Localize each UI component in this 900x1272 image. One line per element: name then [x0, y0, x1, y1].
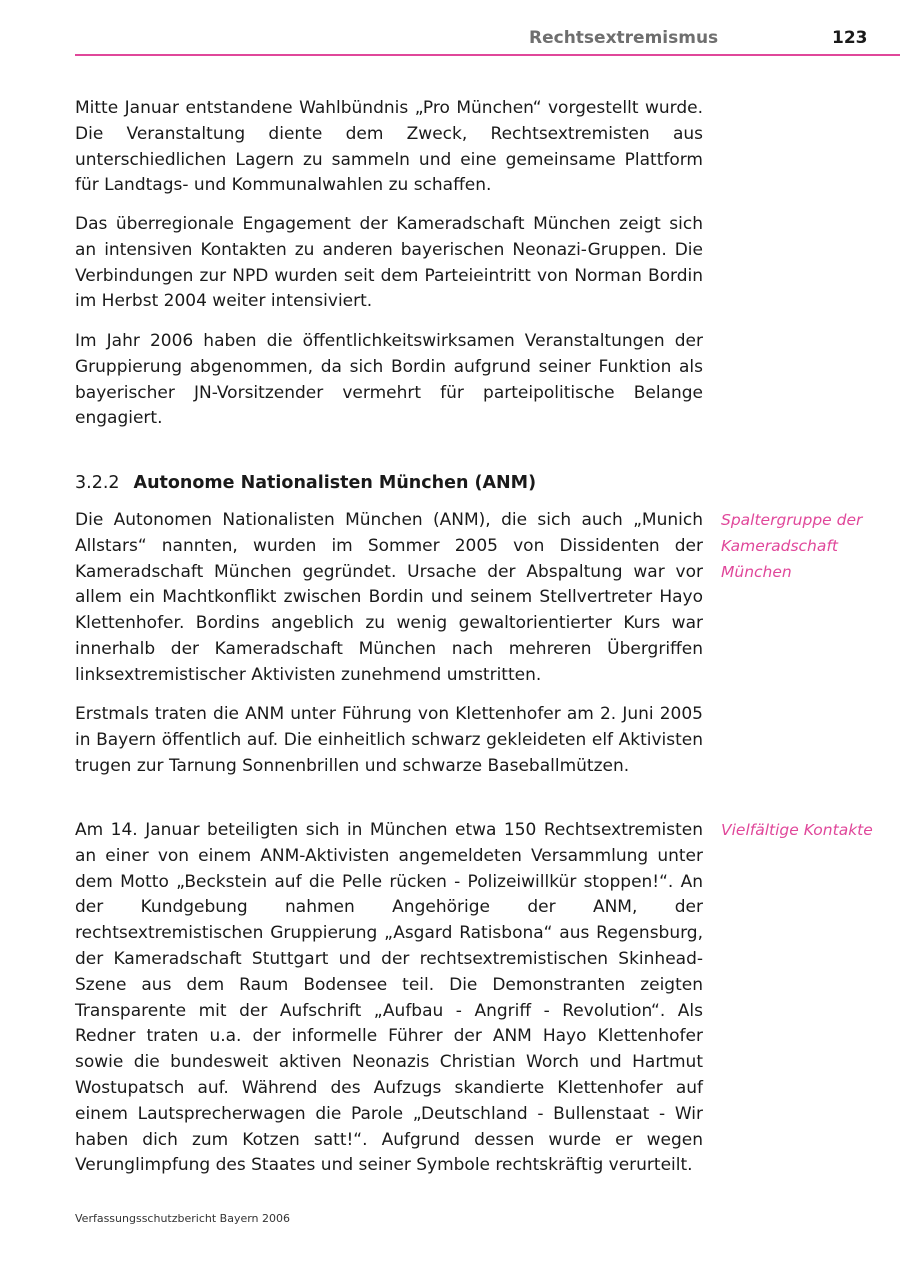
- section-title: Autonome Nationalisten München (ANM): [133, 473, 537, 493]
- paragraph-4: Die Autonomen Nationalisten München (ANM), die sich auch „Munich Allstars“ nannten, wurden im Sommer 2005 von Dissidenten der Kameradschaft München gegründet. Ursache der Abspaltung war vor allem ein Machtkonflikt zwischen Bordin und seinem Stellvertreter Hayo Klettenhofer. Bordins angeblich zu wenig gewaltorientierter Kurs war innerhalb der Kameradschaft München nach mehreren Übergriffen linksextremistischer Aktivisten zunehmend umstritten.: [75, 510, 703, 685]
- paragraph-5: Erstmals traten die ANM unter Führung von Klettenhofer am 2. Juni 2005 in Bayern öffentlich auf. Die einheitlich schwarz gekleideten elf Aktivisten trugen zur Tarnung Sonnenbrillen und schwarze Baseballmützen.: [75, 704, 703, 776]
- section-heading: [75, 470, 536, 496]
- running-header-title: Rechtsextremismus: [529, 28, 719, 48]
- paragraph-6: Am 14. Januar beteiligten sich in München etwa 150 Rechtsextremisten an einer von einem ANM-Aktivisten angemeldeten Versammlung unter dem Motto „Beckstein auf die Pelle rücken - Polizeiwillkür stoppen!“. An der Kundgebung nahmen Angehörige der ANM, der rechtsextremistischen Gruppierung „Asgard Ratisbona“ aus Regensburg, der Kameradschaft Stuttgart und der rechtsextremistischen Skinhead-Szene aus dem Raum Bodensee teil. Die Demonstranten zeigten Transparente mit der Aufschrift „Aufbau - Angriff - Revolution“. Als Redner traten u.a. der informelle Führer der ANM Hayo Klettenhofer sowie die bundesweit aktiven Neonazis Christian Worch und Hartmut Wostupatsch auf. Während des Aufzugs skandierte Klettenhofer auf einem Lautsprecherwagen die Parole „Deutschland - Bullenstaat - Wir haben dich zum Kotzen satt!“. Aufgrund dessen wurde er wegen Verunglimpfung des Staates und seiner Symbole rechtskräftig verurteilt.: [75, 820, 703, 1176]
- footer-text: Verfassungsschutzbericht Bayern 2006: [75, 1212, 291, 1225]
- paragraph-4-block: [75, 508, 703, 689]
- section-number: 3.2.2: [75, 473, 120, 493]
- paragraph-2: Das überregionale Engagement der Kameradschaft München zeigt sich an intensiven Kontakten zu anderen bayerischen Neonazi-Gruppen. Die Verbindungen zur NPD wurden seit dem Parteieintritt von Norman Bordin im Herbst 2004 weiter intensiviert.: [75, 214, 703, 312]
- header-rule: [75, 54, 900, 56]
- paragraph-2-block: [75, 212, 703, 315]
- paragraph-5-block: [75, 702, 703, 779]
- paragraph-1: Mitte Januar entstandene Wahlbündnis „Pro München“ vorgestellt wurde. Die Veranstaltung diente dem Zweck, Rechtsextremisten aus unterschiedlichen Lagern zu sammeln und eine gemeinsame Plattform für Landtags- und Kommunalwahlen zu schaffen.: [75, 98, 703, 196]
- paragraph-3: Im Jahr 2006 haben die öffentlichkeitswirksamen Veranstaltungen der Gruppierung abgenommen, da sich Bordin aufgrund seiner Funktion als bayerischer JN-Vorsitzender vermehrt für parteipolitische Belange engagiert.: [75, 331, 703, 429]
- paragraph-1-block: [75, 96, 703, 199]
- margin-note-2: Vielfältige Kontakte: [721, 821, 873, 839]
- paragraph-3-block: [75, 329, 703, 432]
- paragraph-6-block: [75, 818, 703, 1179]
- margin-note-1: Spaltergruppe der Kameradschaft München: [721, 511, 863, 581]
- page-number: 123: [832, 28, 868, 48]
